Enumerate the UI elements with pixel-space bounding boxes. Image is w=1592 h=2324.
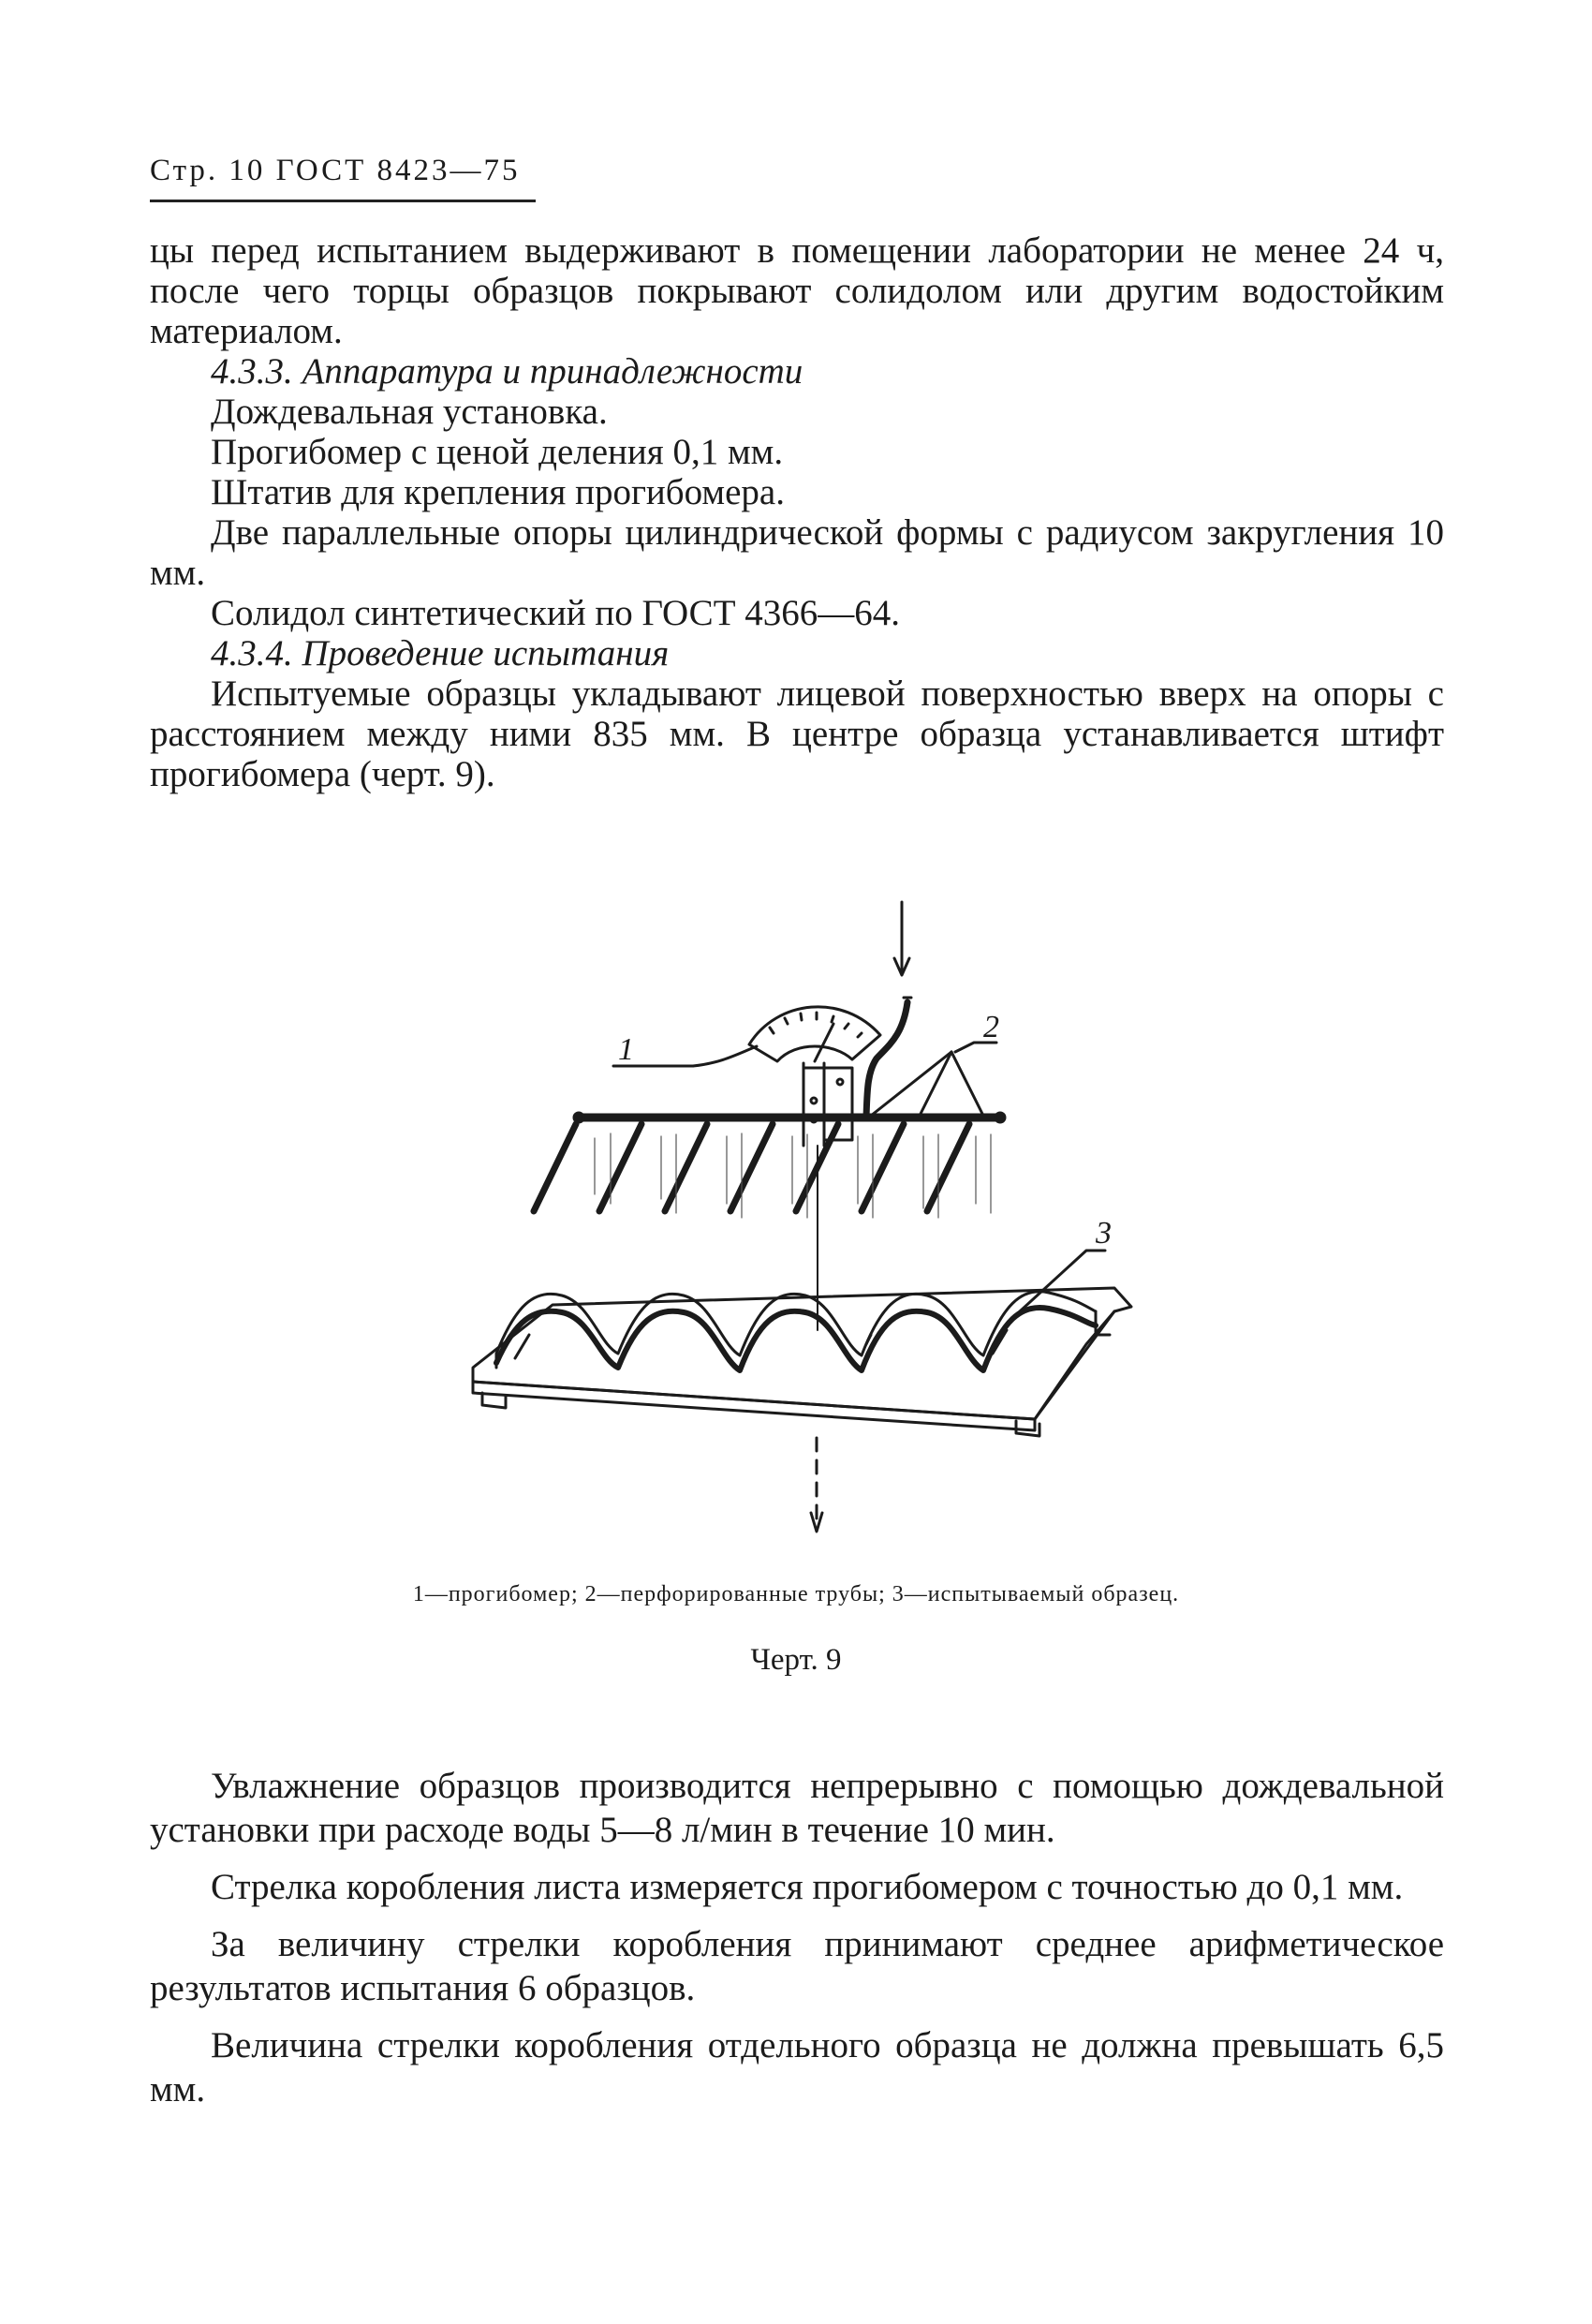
paragraph-moistening: Увлажнение образцов производится непрерывно с помощью дождевальной установки при расходе воды 5—8 л/мин в течение 10 мин. (150, 1766, 1444, 1850)
figure-label-2: 2 (983, 1010, 999, 1044)
paragraph-average: За величину стрелки коробления принимают среднее арифметическое результатов испытания 6 образцов. (150, 1924, 1444, 2008)
inlet-pipe (866, 1002, 907, 1118)
paragraph-deflectometer: Прогибомер с ценой деления 0,1 мм. (211, 432, 784, 472)
header-rule (150, 200, 536, 202)
paragraph-tripod: Штатив для крепления прогибомера. (211, 472, 785, 512)
paragraph-procedure: Испытуемые образцы укладывают лицевой поверхностью вверх на опоры с расстоянием между ними 835 мм. В центре образца устанавливается штифт прогибомера (черт. 9). (150, 674, 1444, 794)
paragraph-grease: Солидол синтетический по ГОСТ 4366—64. (211, 593, 901, 633)
gauge-stand (803, 1063, 852, 1146)
figure-rain-apparatus (440, 895, 1180, 1583)
paragraph-rain-unit: Дождевальная установка. (211, 392, 608, 432)
page-header: Стр. 10 ГОСТ 8423—75 (150, 154, 521, 187)
apparatus-drawing (440, 895, 1180, 1583)
section-heading-apparatus: 4.3.3. Аппаратура и принадлежности (211, 351, 803, 392)
body-text-top (150, 230, 1444, 794)
perforated-pipes (534, 1124, 969, 1211)
paragraph-continuation: цы перед испытанием выдерживают в помещении лаборатории не менее 24 ч, после чего торцы образцов покрывают солидолом или другим водостойким материалом. (150, 230, 1444, 351)
paragraph-limit: Величина стрелки коробления отдельного образца не должна превышать 6,5 мм. (150, 2025, 1444, 2109)
figure-title: Черт. 9 (750, 1643, 842, 1677)
figure-caption: 1—прогибомер; 2—перфорированные трубы; 3—испытываемый образец. (412, 1582, 1180, 1606)
section-heading-procedure: 4.3.4. Проведение испытания (211, 633, 670, 674)
paragraph-warp-measure: Стрелка коробления листа измеряется прогибомером с точностью до 0,1 мм. (211, 1867, 1404, 1907)
figure-label-3: 3 (1096, 1216, 1112, 1251)
figure-label-1: 1 (618, 1032, 634, 1067)
paragraph-supports: Две параллельные опоры цилиндрической формы с радиусом закругления 10 мм. (150, 512, 1444, 593)
body-text-bottom (150, 1764, 1444, 2111)
